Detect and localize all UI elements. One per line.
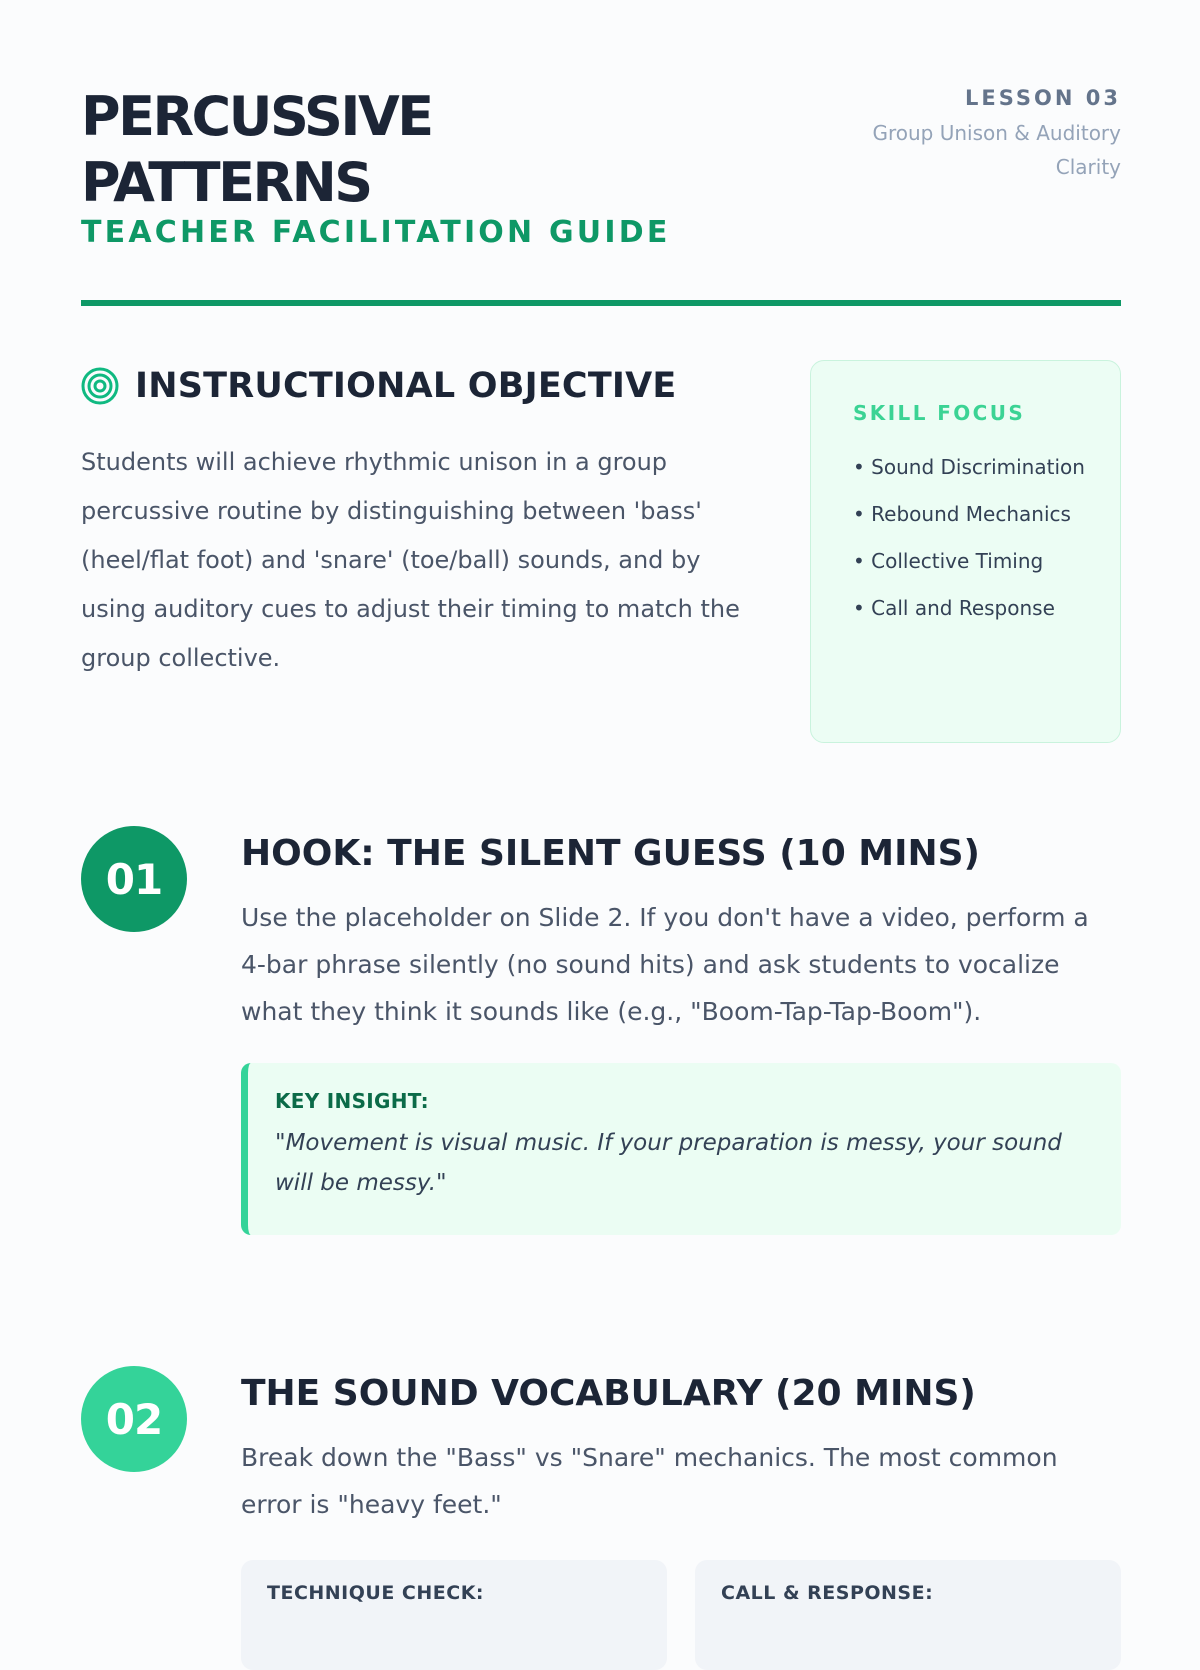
objective-title: INSTRUCTIONAL OBJECTIVE [135, 366, 677, 406]
page-subtitle: TEACHER FACILITATION GUIDE [81, 215, 671, 250]
page-header [81, 84, 1121, 304]
lesson-info [821, 84, 1121, 184]
step-cards [241, 1560, 1121, 1670]
step-number-badge: 02 [81, 1366, 187, 1472]
title-line-1: PERCUSSIVE [81, 85, 432, 148]
skill-focus-list [853, 451, 1100, 625]
skill-item: • Sound Discrimination [853, 455, 1085, 479]
objective-section [81, 360, 761, 683]
page-title [81, 84, 541, 216]
header-divider [81, 300, 1121, 306]
card-label: TECHNIQUE CHECK: [267, 1582, 485, 1604]
step-text: Break down the "Bass" vs "Snare" mechanics. The most common error is "heavy feet." [241, 1443, 1058, 1519]
step-body [241, 826, 1121, 1235]
insight-quote: "Movement is visual music. If your preparation is messy, your sound will be messy." [275, 1130, 1062, 1196]
objective-heading [81, 360, 761, 412]
step-number-badge: 01 [81, 826, 187, 932]
key-insight-callout [241, 1063, 1121, 1235]
lesson-topic: Group Unison & Auditory Clarity [872, 121, 1121, 179]
technique-check-card [241, 1560, 667, 1670]
objective-text: Students will achieve rhythmic unison in a group percussive routine by distinguishing between 'bass' (heel/flat foot) and 'snare' (toe/ball) sounds, and by using auditory cues to adjust their timing to match the group collective. [81, 448, 740, 672]
call-response-card [695, 1560, 1121, 1670]
skill-item: • Collective Timing [853, 549, 1044, 573]
card-label: CALL & RESPONSE: [721, 1582, 934, 1604]
skill-focus-title: SKILL FOCUS [853, 401, 1026, 425]
title-line-2: PATTERNS [81, 151, 371, 214]
skill-item: • Rebound Mechanics [853, 502, 1071, 526]
step-body [241, 1366, 1121, 1670]
skill-item: • Call and Response [853, 596, 1055, 620]
step-title: THE SOUND VOCABULARY (20 MINS) [241, 1373, 976, 1414]
lesson-guide-page [81, 0, 1121, 1604]
target-icon [81, 367, 119, 405]
insight-label: KEY INSIGHT: [275, 1089, 429, 1113]
step-title: HOOK: THE SILENT GUESS (10 MINS) [241, 833, 981, 874]
lesson-number: LESSON 03 [965, 86, 1121, 110]
skill-focus-card [810, 360, 1121, 743]
step-text: Use the placeholder on Slide 2. If you don't have a video, perform a 4-bar phrase silently (no sound hits) and ask students to vocalize what they think it sounds like (e.g., "Boom-Tap-Tap-Boom"). [241, 903, 1089, 1026]
